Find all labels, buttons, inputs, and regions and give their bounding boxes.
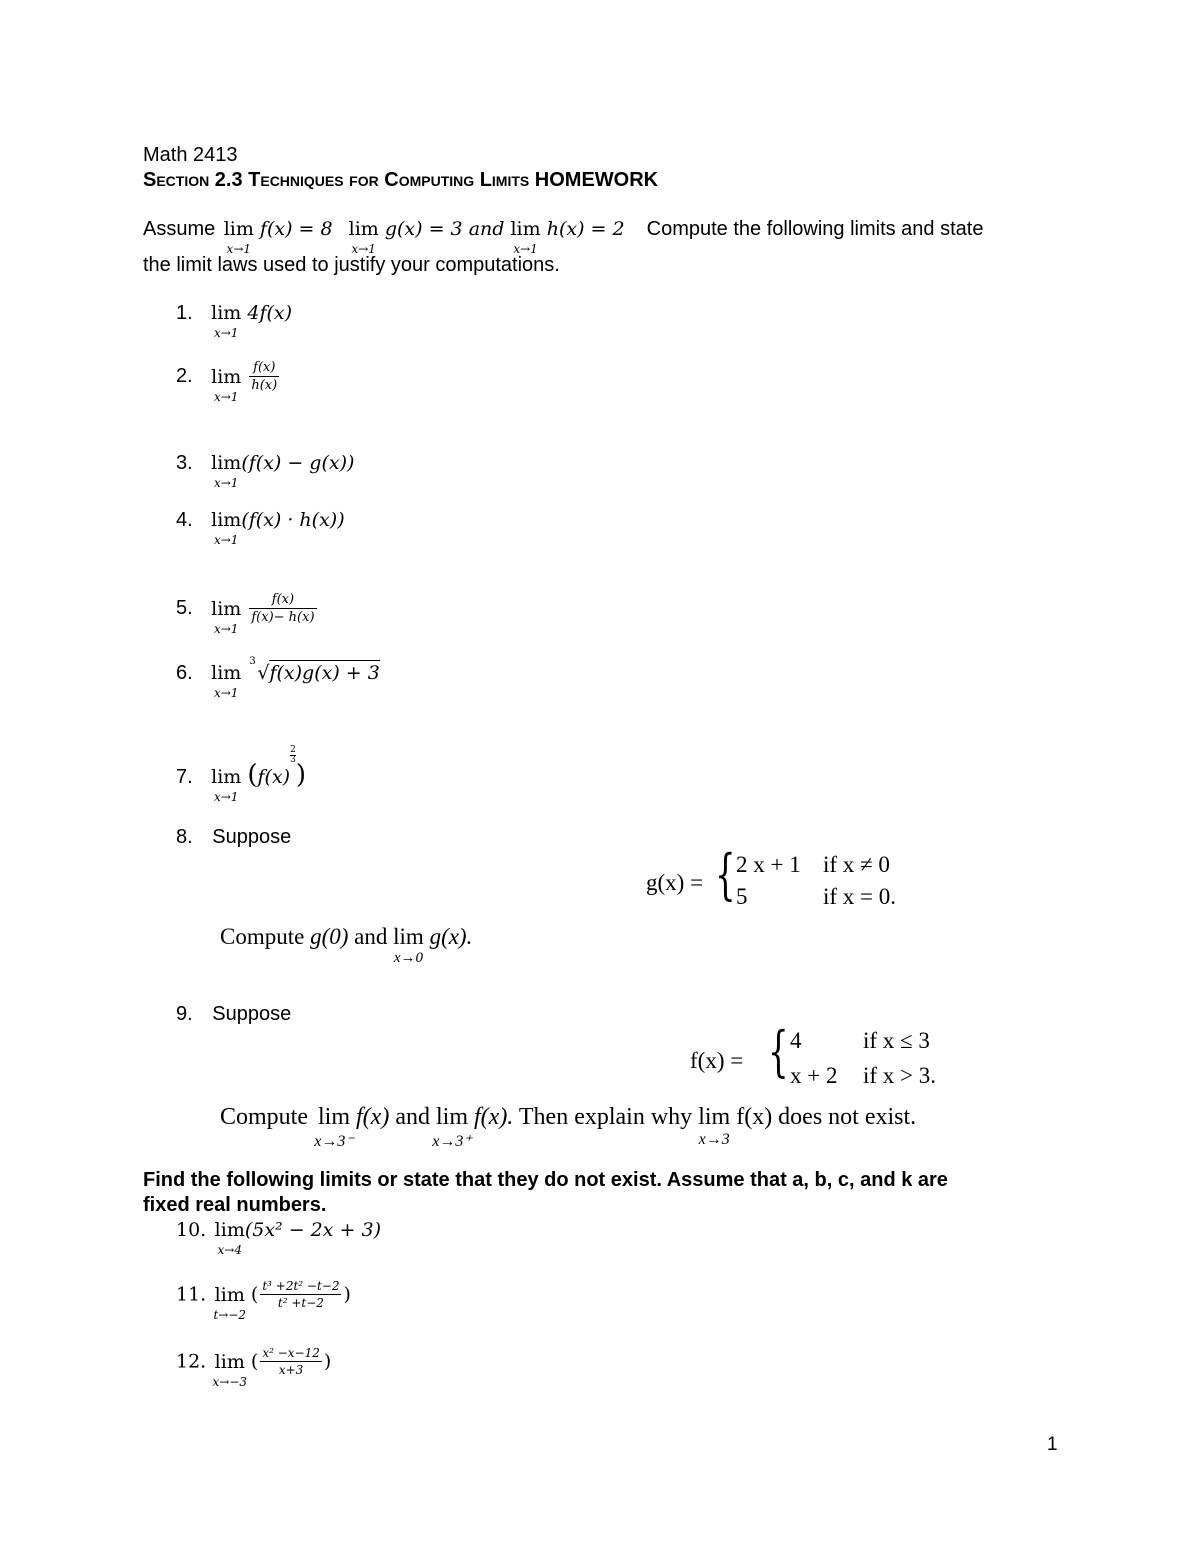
root-expression xyxy=(247,656,380,684)
root-index: 3 xyxy=(249,656,256,667)
lim-h: lim x→1 xyxy=(510,218,541,256)
problem-6 xyxy=(176,656,380,700)
page-number: 1 xyxy=(1047,1434,1058,1455)
lim-operator: lim x→1 xyxy=(211,365,242,404)
lim-operator: lim x→1 xyxy=(211,452,242,490)
given-h: h(x) = 2 xyxy=(546,218,625,240)
radical-sign: √ xyxy=(257,662,270,684)
problem-number: 10. xyxy=(176,1219,207,1241)
problem-1 xyxy=(176,302,293,340)
lim-right: lim x→3⁺ xyxy=(432,1104,472,1150)
limit-expression: (5x² − 2x + 3) xyxy=(244,1219,381,1241)
problem-number: 2. xyxy=(176,365,193,387)
fraction: $\frac{\text{x² −x−12}}{x+3}$ xyxy=(262,1346,320,1377)
assume-word: Assume xyxy=(143,218,216,240)
lim-operator: lim t→−2 xyxy=(213,1283,247,1322)
fraction: $\frac{f(x)}{h(x)}$ xyxy=(251,360,278,393)
problem-9-compute: Compute lim x→3⁻ f(x) and lim x→3⁺ f(x). Then explain why lim x→3 f(x) does not exist. xyxy=(220,1104,917,1150)
lim-operator: lim x→0 xyxy=(393,924,424,966)
problem-11: 11. lim t→−2 ( $\frac{\text{t³ +2t² −t−2}}{\text{t² +t−2}}$ ) xyxy=(176,1279,351,1322)
suppose-label: Suppose xyxy=(212,1003,292,1025)
course-title: Math 2413 xyxy=(143,144,238,166)
lim-operator: lim x→4 xyxy=(214,1219,245,1257)
power-exponent: $\frac{2}{3}$ xyxy=(290,745,296,765)
problem-number: 7. xyxy=(176,766,193,788)
limit-expression: (f(x) − g(x)) xyxy=(241,452,355,474)
problem-number: 1. xyxy=(176,302,193,324)
f-case2-expr: x + 2 xyxy=(790,1063,838,1088)
lim-operator: lim x→1 xyxy=(211,509,242,547)
problem-number: 6. xyxy=(176,662,193,684)
problem-4 xyxy=(176,509,345,547)
given-g: g(x) = 3 xyxy=(384,218,463,240)
g-case1-cond: if x ≠ 0 xyxy=(823,852,890,877)
radicand: f(x)g(x) + 3 xyxy=(269,662,380,684)
problem-8-compute: Compute g(0) and lim x→0 g(x). xyxy=(220,924,473,966)
intro-line xyxy=(143,218,983,258)
limit-expression: (f(x) · h(x)) xyxy=(241,509,345,531)
f-case2-cond: if x > 3. xyxy=(863,1063,937,1088)
intro-rest: Compute the following limits and state xyxy=(646,218,984,240)
problem-number: 4. xyxy=(176,509,193,531)
problem-number: 9. xyxy=(176,1003,193,1025)
lim-two-sided: lim x→3 xyxy=(698,1104,731,1148)
lim-operator: lim x→1 xyxy=(211,766,242,804)
problem-number: 11. xyxy=(176,1283,207,1306)
power-base: f(x) xyxy=(257,766,291,788)
intro-line-2: the limit laws used to justify your computations. xyxy=(143,254,560,276)
f-piecewise-lhs: f(x) = xyxy=(690,1048,744,1073)
problem-number: 12. xyxy=(176,1350,207,1373)
lim-operator: lim x→−3 xyxy=(212,1350,248,1389)
g-piecewise-brace: { xyxy=(715,843,736,906)
lim-operator: lim x→1 xyxy=(211,662,242,700)
fraction: $\frac{f(x)}{f(x)- h(x)}$ xyxy=(251,592,315,625)
problem-7: 7. lim x→1 (f(x) $\frac{2}{3}$ ) xyxy=(176,745,306,804)
problem-8 xyxy=(176,826,291,849)
f-case1-cond: if x ≤ 3 xyxy=(863,1028,930,1053)
g-piecewise-lhs: g(x) = xyxy=(646,870,704,895)
lim-f: lim x→1 xyxy=(223,218,254,256)
fraction: $\frac{\text{t³ +2t² −t−2}}{\text{t² +t−2}}$ xyxy=(262,1279,340,1310)
problem-number: 5. xyxy=(176,597,193,619)
g-case1-expr: 2 x + 1 xyxy=(736,852,801,877)
problem-5 xyxy=(176,592,319,636)
f-case1-expr: 4 xyxy=(790,1028,802,1053)
problem-3 xyxy=(176,452,355,490)
limit-expression: 4f(x) xyxy=(247,302,293,324)
g-case2-expr: 5 xyxy=(736,884,748,909)
section-b-heading-1: Find the following limits or state that they do not exist. Assume that a, b, c, and k are xyxy=(143,1169,948,1191)
lim-operator: lim x→1 xyxy=(211,597,242,636)
lim-g: lim x→1 xyxy=(348,218,379,256)
lim-left: lim x→3⁻ xyxy=(314,1104,354,1150)
g-case2-cond: if x = 0. xyxy=(823,884,897,909)
problem-10 xyxy=(176,1219,381,1257)
suppose-label: Suppose xyxy=(212,826,292,848)
problem-9 xyxy=(176,1003,291,1026)
problem-12: 12. lim x→−3 ( $\frac{\text{x² −x−12}}{x+3}$ ) xyxy=(176,1346,332,1389)
f-piecewise-brace: { xyxy=(768,1020,789,1083)
lim-operator: lim x→1 xyxy=(211,302,242,340)
problem-2 xyxy=(176,360,281,404)
and-word: and xyxy=(468,218,505,240)
given-f: f(x) = 8 xyxy=(259,218,333,240)
section-b-heading-2: fixed real numbers. xyxy=(143,1194,327,1216)
problem-number: 3. xyxy=(176,452,193,474)
section-title: Section 2.3 Techniques for Computing Limits HOMEWORK xyxy=(143,169,659,191)
problem-number: 8. xyxy=(176,826,193,848)
